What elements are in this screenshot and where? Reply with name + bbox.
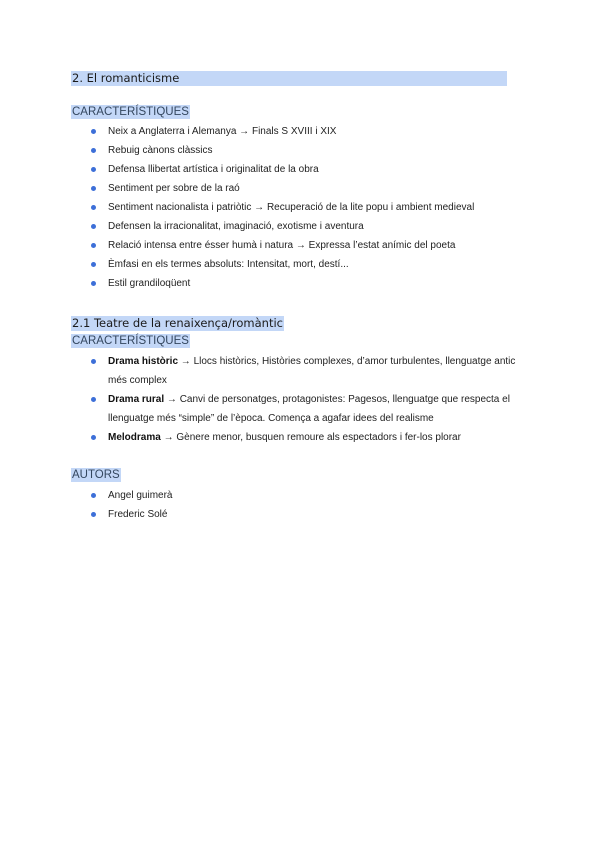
bullet-icon xyxy=(91,262,96,267)
list-item: Drama rural → Canvi de personatges, protagonistes: Pagesos, llenguatge que respecta el llenguatge més “simple” de l’època. Comença a agafar idees del realisme xyxy=(0,390,538,428)
section-heading-teatre: 2.1 Teatre de la renaixença/romàntic xyxy=(72,316,283,330)
bullet-icon xyxy=(91,205,96,210)
section-heading-romanticisme: 2. El romanticisme xyxy=(71,71,507,86)
subheading-caracteristiques-teatre: CARACTERÍSTIQUES xyxy=(72,335,189,347)
bullet-icon xyxy=(91,281,96,286)
teatre-characteristics-list xyxy=(0,352,538,447)
list-item: Frederic Solé xyxy=(0,505,538,524)
list-item: Relació intensa entre ésser humà i natura → Expressa l’estat anímic del poeta xyxy=(0,236,538,255)
bullet-icon xyxy=(91,129,96,134)
list-item: Sentiment per sobre de la raó xyxy=(0,179,538,198)
bullet-icon xyxy=(91,224,96,229)
bullet-icon xyxy=(91,512,96,517)
list-item: Defensa llibertat artística i originalitat de la obra xyxy=(0,160,538,179)
subheading-autors: AUTORS xyxy=(72,469,120,481)
list-item: Melodrama → Gènere menor, busquen remoure als espectadors i fer-los plorar xyxy=(0,428,538,447)
autors-list xyxy=(0,486,538,524)
bullet-icon xyxy=(91,493,96,498)
bullet-icon xyxy=(91,243,96,248)
bullet-icon xyxy=(91,167,96,172)
list-item: Defensen la irracionalitat, imaginació, exotisme i aventura xyxy=(0,217,538,236)
bullet-icon xyxy=(91,148,96,153)
list-item: Drama històric → Llocs històrics, Històries complexes, d’amor turbulentes, llenguatge antic més complex xyxy=(0,352,538,390)
list-item: Estil grandiloqüent xyxy=(0,274,538,293)
list-item: Sentiment nacionalista i patriòtic → Recuperació de la lite popu i ambient medieval xyxy=(0,198,538,217)
list-item: Angel guimerà xyxy=(0,486,538,505)
subheading-caracteristiques: CARACTERÍSTIQUES xyxy=(72,106,189,118)
bullet-icon xyxy=(91,435,96,440)
list-item: Rebuig cànons clàssics xyxy=(0,141,538,160)
list-item: Èmfasi en els termes absoluts: Intensitat, mort, destí... xyxy=(0,255,538,274)
romanticisme-characteristics-list xyxy=(0,122,538,293)
term-drama-rural: Drama rural xyxy=(108,394,165,405)
bullet-icon xyxy=(91,359,96,364)
bullet-icon xyxy=(91,186,96,191)
term-melodrama: Melodrama xyxy=(108,432,161,443)
list-item: Neix a Anglaterra i Alemanya → Finals S XVIII i XIX xyxy=(0,122,538,141)
term-drama-historic: Drama històric xyxy=(108,356,179,367)
bullet-icon xyxy=(91,397,96,402)
